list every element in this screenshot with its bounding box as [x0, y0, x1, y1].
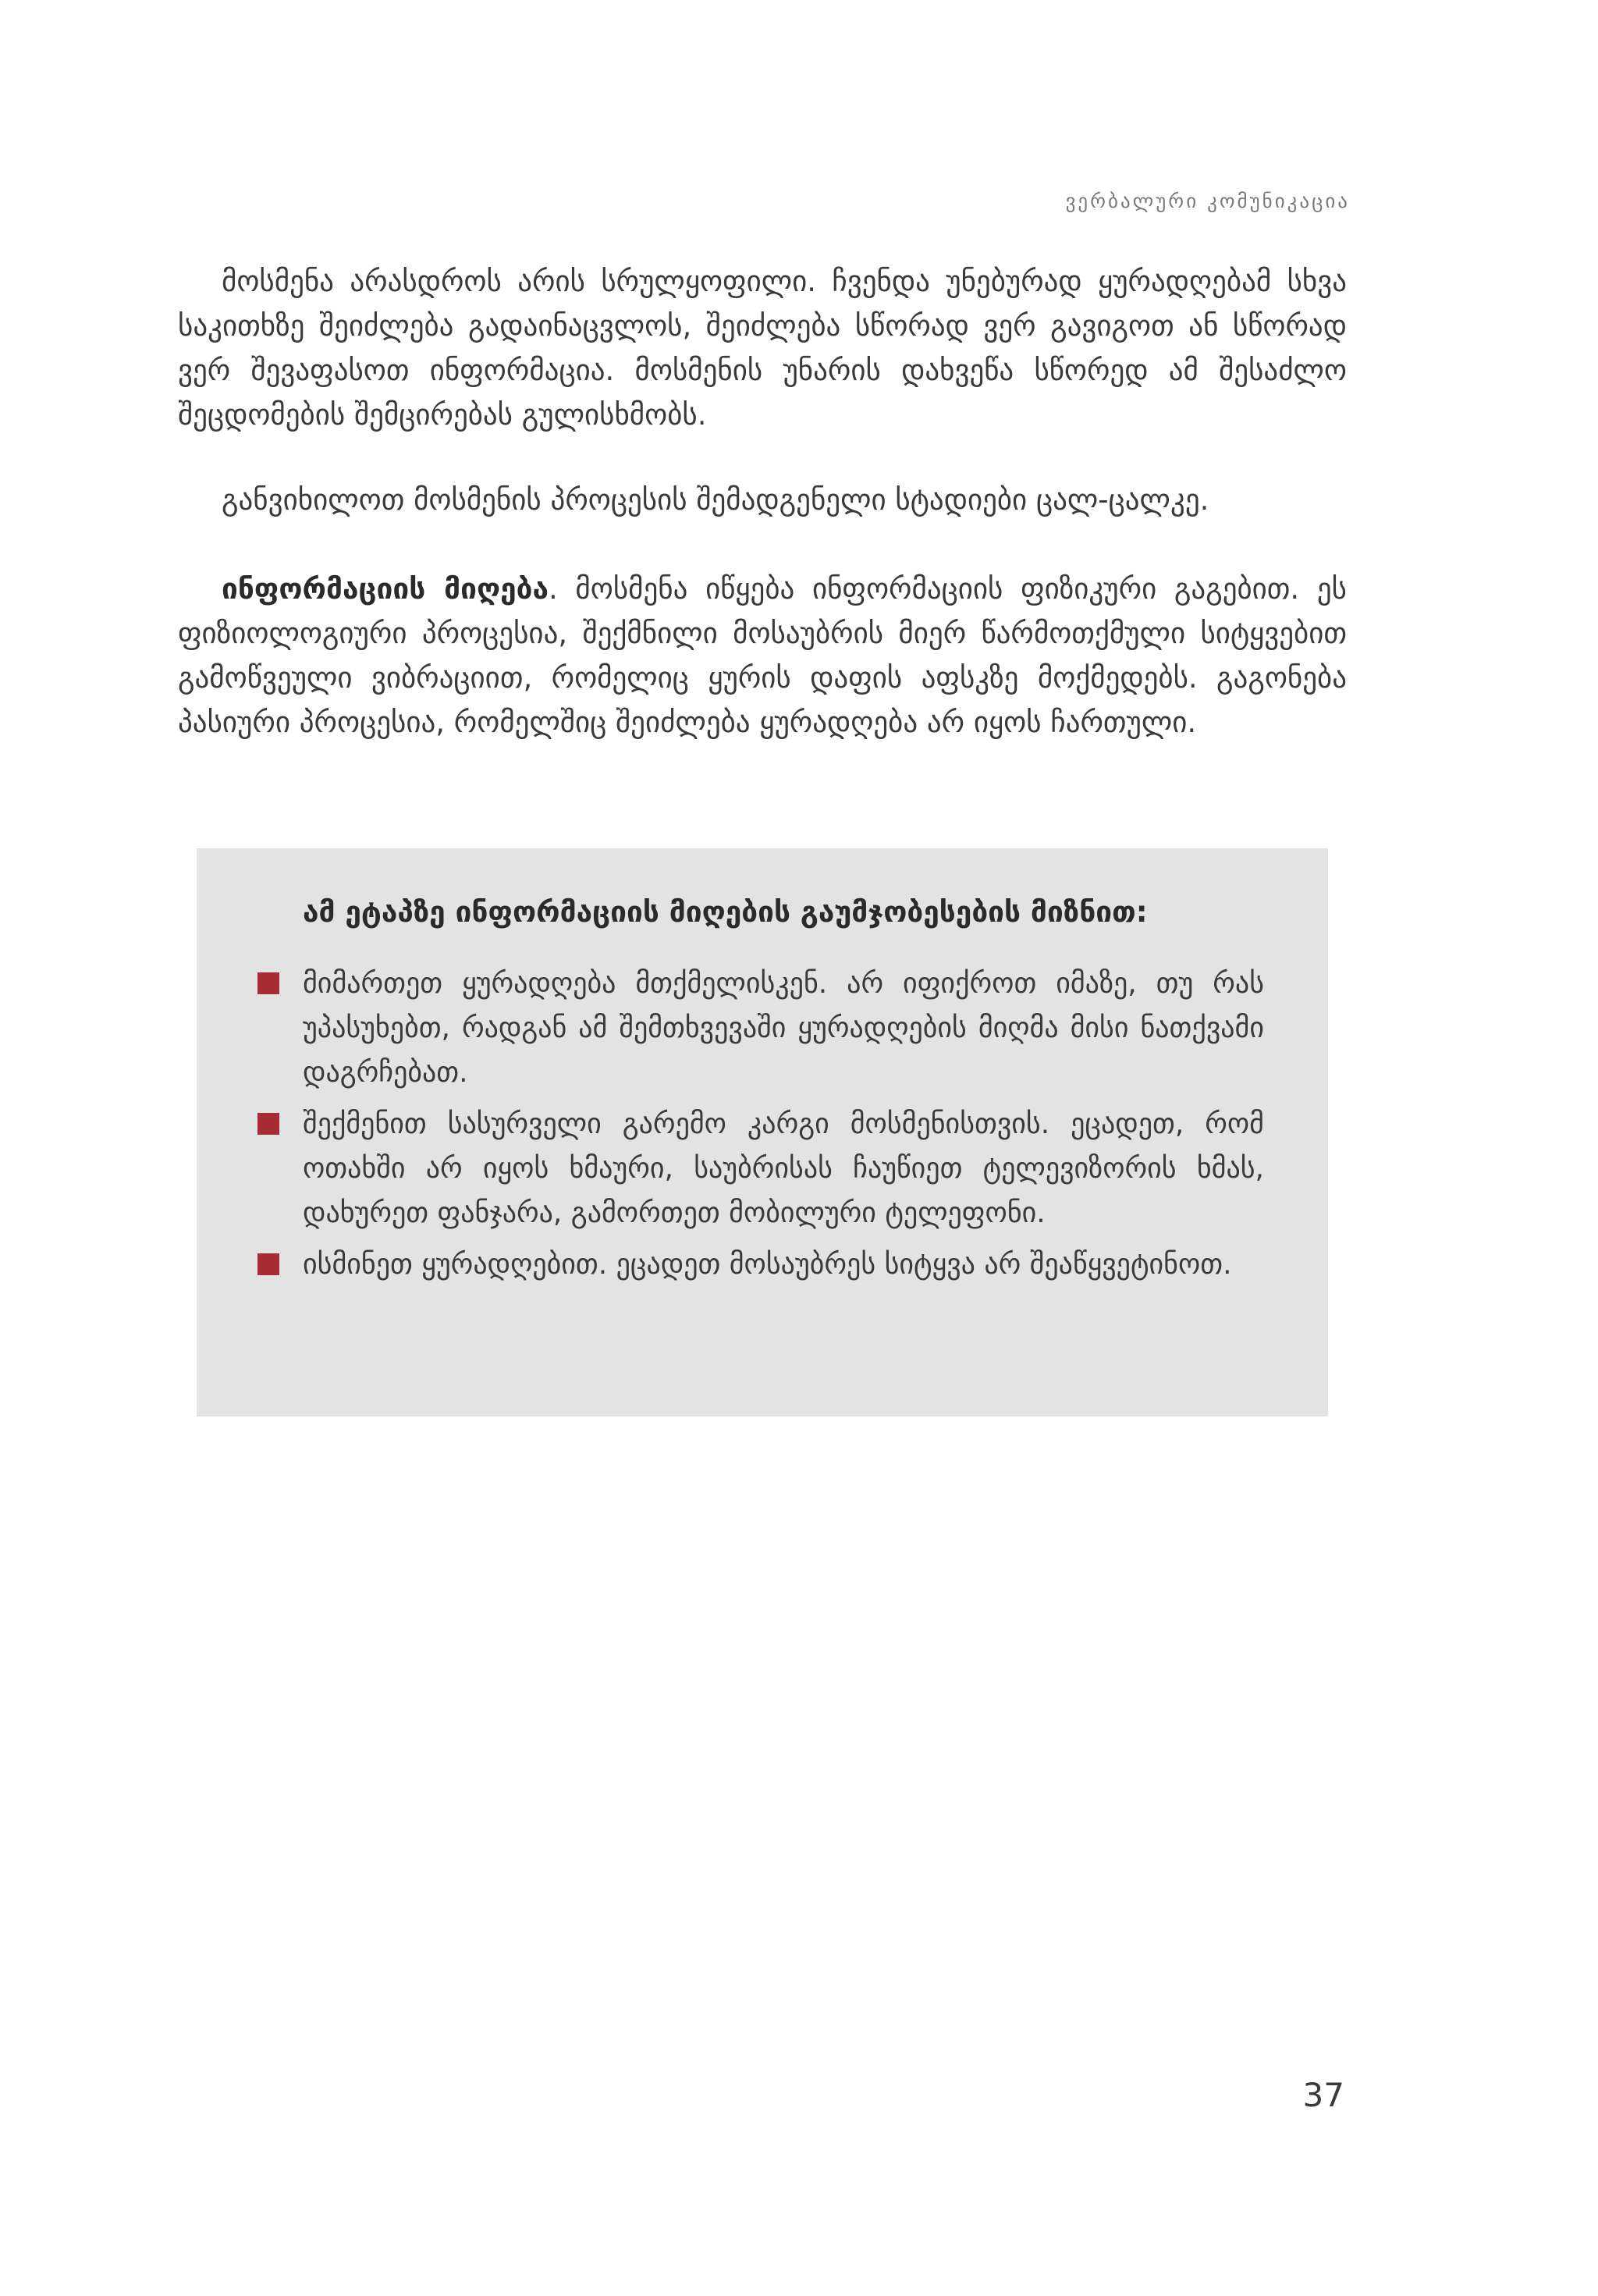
page-number: 37	[1302, 2076, 1344, 2114]
callout-title: ამ ეტაპზე ინფორმაციის მიღების გაუმჯობესების მიზნით:	[303, 895, 1148, 929]
running-header: ვერბალური კომუნიკაცია	[1065, 190, 1350, 212]
square-bullet-icon	[257, 1253, 279, 1275]
tip-text: შექმენით სასურველი გარემო კარგი მოსმენისთვის. ეცადეთ, რომ ოთახში არ იყოს ხმაური, საუბრისას ჩაუწიეთ ტელევიზორის ხმას, დახურეთ ფანჯარა, გამორთეთ მობილური ტელეფონი.	[303, 1108, 1264, 1229]
paragraph-body-text: . მოსმენა იწყება ინფორმაციის ფიზიკური გაგებით. ეს ფიზიოლოგიური პროცესია, შექმნილი მოსაუბრის მიერ წარმოთქმული სიტყვებით გამოწვეული ვიბრაციით, რომელიც ყურის დაფის აფსკზე მოქმედებს. გაგონება პასიური პროცესია, რომელშიც შეიძლება ყურადღება არ იყოს ჩართული.	[178, 572, 1348, 739]
tips-list	[257, 961, 1264, 1294]
tip-text: ისმინეთ ყურადღებით. ეცადეთ მოსაუბრეს სიტყვა არ შეაწყვეტინოთ.	[303, 1249, 1232, 1281]
paragraph-lead-term: ინფორმაციის მიღება	[222, 572, 549, 606]
square-bullet-icon	[257, 972, 279, 994]
paragraph-receiving-information	[178, 567, 1347, 745]
paragraph-listening-imperfect: მოსმენა არასდროს არის სრულყოფილი. ჩვენდა უნებურად ყურადღებამ სხვა საკითხზე შეიძლება გადაინაცვლოს, შეიძლება სწორად ვერ გავიგოთ ან სწორად ვერ შევაფასოთ ინფორმაცია. მოსმენის უნარის დახვეწა სწორედ ამ შესაძლო შეცდომების შემცირებას გულისხმობს.	[178, 265, 1347, 432]
tip-item-environment	[257, 1102, 1264, 1235]
tips-callout-box	[197, 848, 1328, 1416]
paragraph-stages-intro: განვიხილოთ მოსმენის პროცესის შემადგენელი სტადიები ცალ-ცალკე.	[222, 483, 1209, 517]
tip-text: მიმართეთ ყურადღება მთქმელისკენ. არ იფიქროთ იმაზე, თუ რას უპასუხებთ, რადგან ამ შემთხვევაში ყურადღების მიღმა მისი ნათქვამი დაგრჩებათ.	[303, 968, 1264, 1089]
square-bullet-icon	[257, 1113, 279, 1135]
tip-item-attention	[257, 961, 1264, 1095]
tip-item-listen-carefully	[257, 1242, 1264, 1287]
